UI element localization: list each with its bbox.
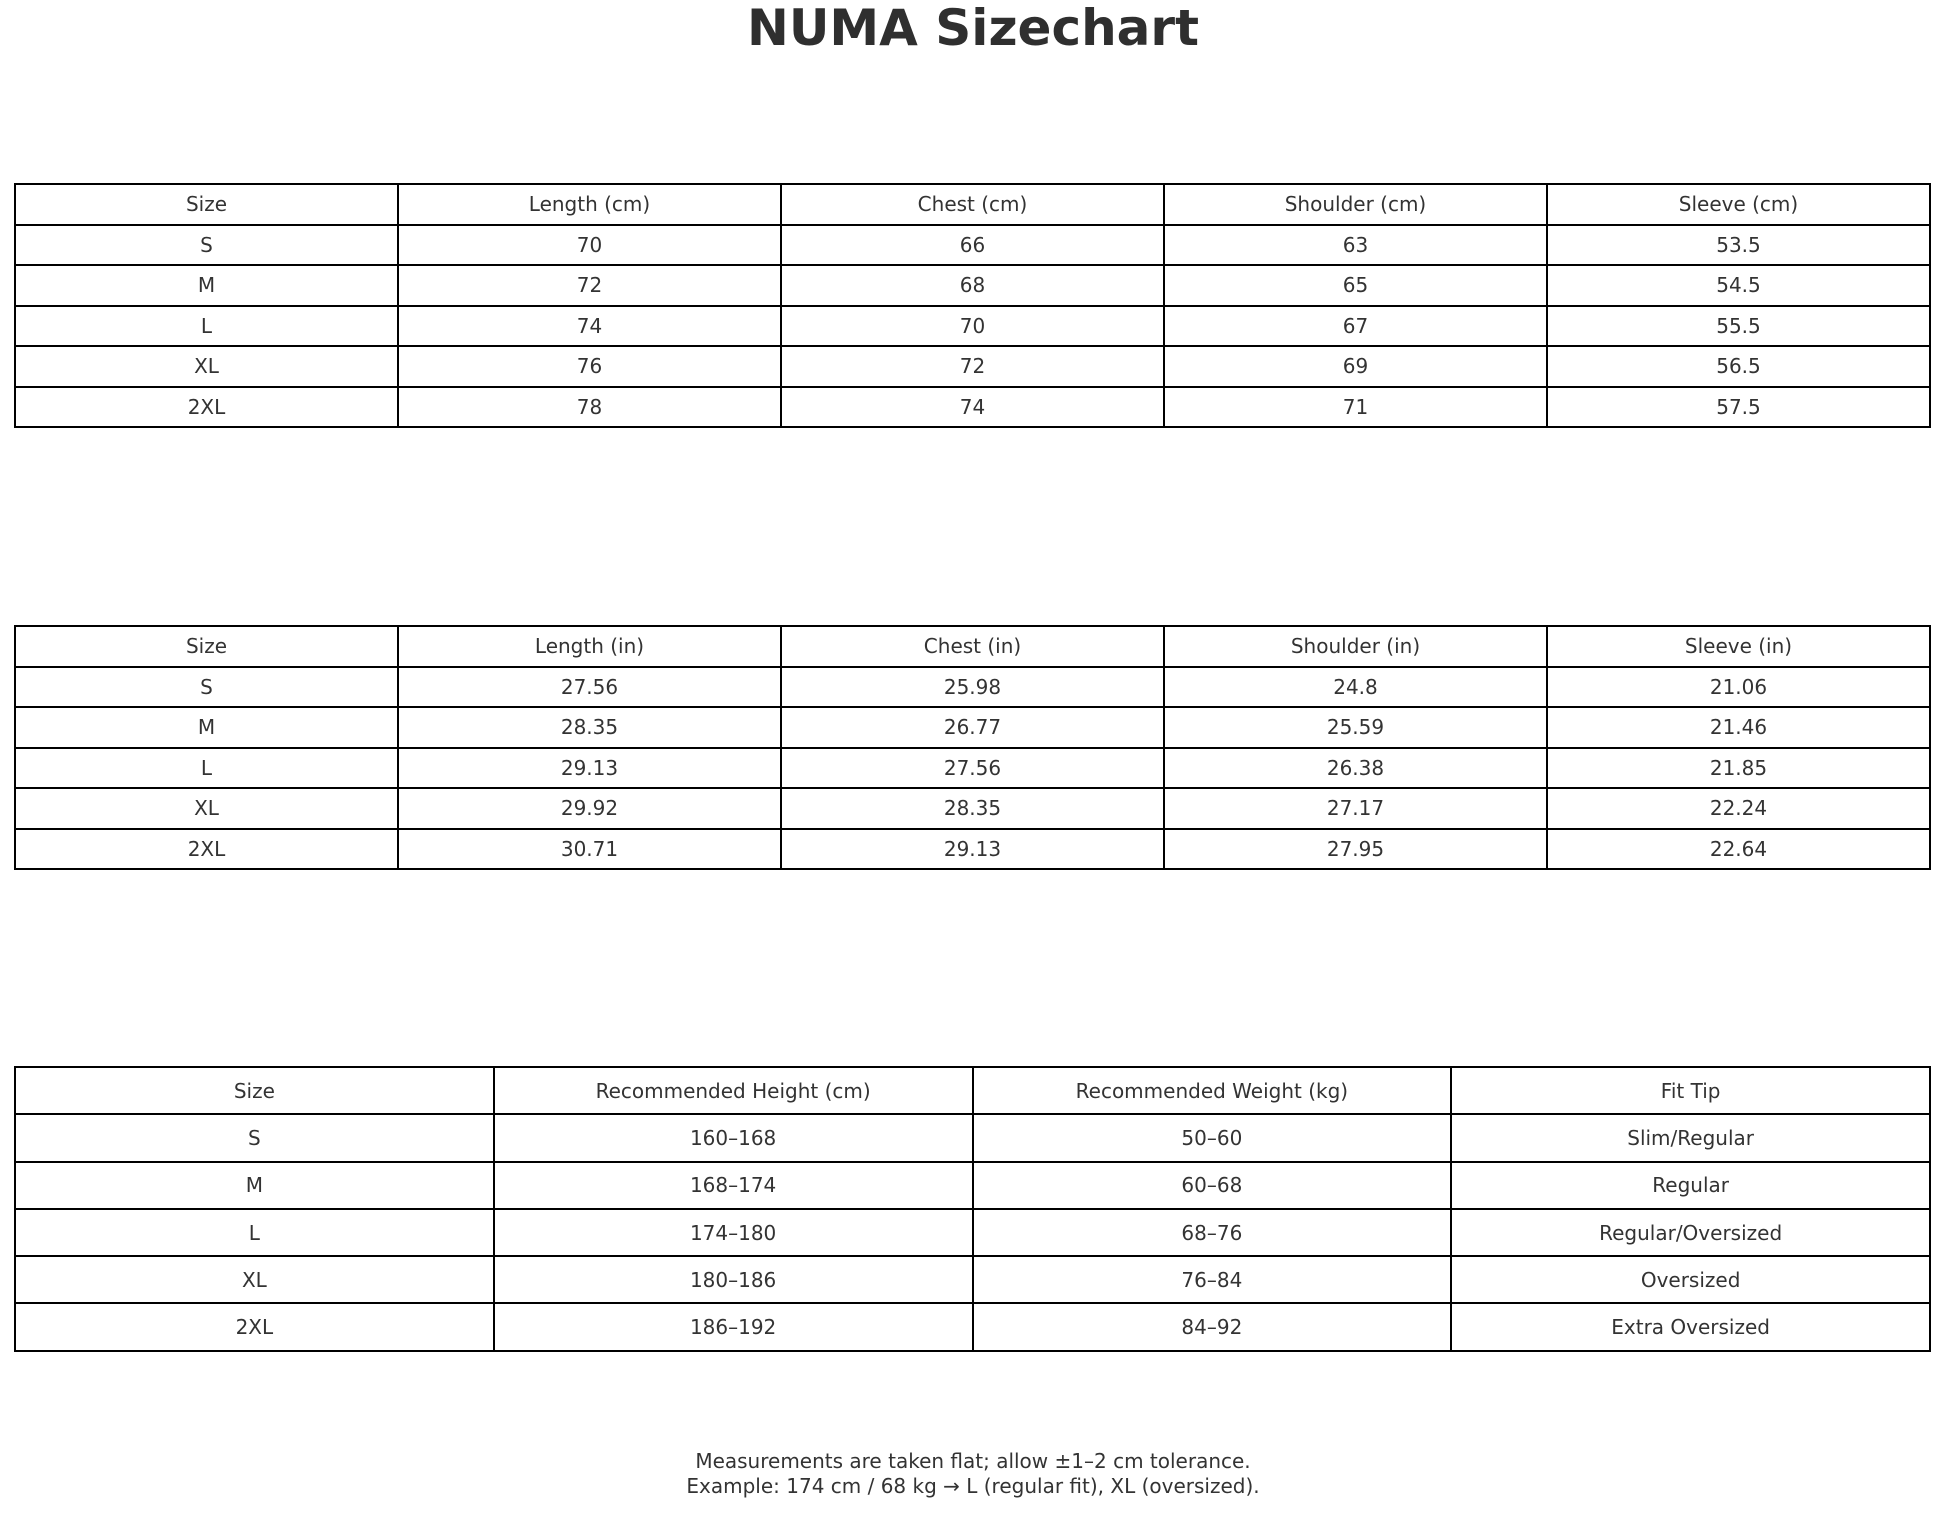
table-row [15,1114,1930,1161]
table-cell: 72 [398,265,781,306]
footer-line-tolerance: Measurements are taken flat; allow ±1–2 cm tolerance. [695,1449,1251,1473]
table-cell: 53.5 [1547,225,1930,266]
header-cell: Recommended Weight (kg) [973,1067,1452,1114]
table-cell: 26.38 [1164,748,1547,789]
header-cell: Size [15,1067,494,1114]
table-cell: 186–192 [494,1303,973,1350]
table-cell: M [15,265,398,306]
header-cell: Chest (in) [781,626,1164,667]
table-cell: S [15,1114,494,1161]
table-cell: 26.77 [781,707,1164,748]
table-row [15,1209,1930,1256]
table-cell: 67 [1164,306,1547,347]
table-cell: 27.56 [781,748,1164,789]
table-cell: XL [15,1256,494,1303]
table-cell: 76–84 [973,1256,1452,1303]
header-cell: Size [15,626,398,667]
table-cell: L [15,1209,494,1256]
table-cell: 174–180 [494,1209,973,1256]
table-row [15,225,1930,266]
page-title: NUMA Sizechart [746,0,1199,57]
table-cell: 29.13 [781,829,1164,870]
table-cell: 21.06 [1547,667,1930,708]
table-cell: 2XL [15,387,398,428]
table-cell: M [15,707,398,748]
table-cell: 30.71 [398,829,781,870]
table-row [15,829,1930,870]
table-cell: 63 [1164,225,1547,266]
table-row [15,707,1930,748]
table-row [15,346,1930,387]
table-cell: 180–186 [494,1256,973,1303]
header-cell: Size [15,184,398,225]
table-cell: Extra Oversized [1451,1303,1930,1350]
table-cell: M [15,1162,494,1209]
table-cell: 27.17 [1164,788,1547,829]
table-cell: 76 [398,346,781,387]
table-cell: 29.92 [398,788,781,829]
table-row [15,265,1930,306]
table-cell: 160–168 [494,1114,973,1161]
header-row [15,1067,1930,1114]
table-cell: 28.35 [398,707,781,748]
table-row [15,1256,1930,1303]
header-row [15,184,1930,225]
footer-note [0,1449,1946,1499]
table-cell: 22.64 [1547,829,1930,870]
header-cell: Sleeve (cm) [1547,184,1930,225]
table-cell: 65 [1164,265,1547,306]
table-cell: 70 [781,306,1164,347]
table-cell: 60–68 [973,1162,1452,1209]
table-cell: 25.59 [1164,707,1547,748]
table-cell: 74 [398,306,781,347]
header-cell: Sleeve (in) [1547,626,1930,667]
table-cell: S [15,225,398,266]
table-cell: 28.35 [781,788,1164,829]
table-row [15,667,1930,708]
table-cell: Regular [1451,1162,1930,1209]
table-cell: 24.8 [1164,667,1547,708]
table-cell: 70 [398,225,781,266]
table-cell: 168–174 [494,1162,973,1209]
size-table-in [14,625,1931,870]
table-row [15,387,1930,428]
footer-line-example: Example: 174 cm / 68 kg → L (regular fit), XL (oversized). [686,1474,1260,1498]
table-cell: 54.5 [1547,265,1930,306]
table-cell: 71 [1164,387,1547,428]
table-cell: 57.5 [1547,387,1930,428]
table-cell: 68 [781,265,1164,306]
table-cell: Oversized [1451,1256,1930,1303]
table-cell: 84–92 [973,1303,1452,1350]
table-cell: XL [15,788,398,829]
header-cell: Shoulder (cm) [1164,184,1547,225]
table-cell: 21.85 [1547,748,1930,789]
table-row [15,306,1930,347]
table-row [15,1162,1930,1209]
table-cell: 56.5 [1547,346,1930,387]
table-cell: Slim/Regular [1451,1114,1930,1161]
table-row [15,788,1930,829]
size-table-cm [14,183,1931,428]
table-cell: 55.5 [1547,306,1930,347]
table-cell: 29.13 [398,748,781,789]
table-row [15,748,1930,789]
header-cell: Recommended Height (cm) [494,1067,973,1114]
table-cell: 2XL [15,829,398,870]
header-cell: Length (cm) [398,184,781,225]
table-cell: Regular/Oversized [1451,1209,1930,1256]
table-cell: 66 [781,225,1164,266]
table-cell: 2XL [15,1303,494,1350]
table-cell: 50–60 [973,1114,1452,1161]
table-cell: 21.46 [1547,707,1930,748]
table-cell: XL [15,346,398,387]
fit-guide-table [14,1066,1931,1352]
header-cell: Length (in) [398,626,781,667]
header-cell: Chest (cm) [781,184,1164,225]
table-cell: 22.24 [1547,788,1930,829]
table-cell: 25.98 [781,667,1164,708]
table-cell: 78 [398,387,781,428]
table-cell: 69 [1164,346,1547,387]
table-cell: 74 [781,387,1164,428]
table-cell: L [15,748,398,789]
table-cell: L [15,306,398,347]
table-cell: 27.56 [398,667,781,708]
header-row [15,626,1930,667]
table-cell: 72 [781,346,1164,387]
header-cell: Fit Tip [1451,1067,1930,1114]
header-cell: Shoulder (in) [1164,626,1547,667]
table-cell: 68–76 [973,1209,1452,1256]
table-cell: 27.95 [1164,829,1547,870]
table-cell: S [15,667,398,708]
table-row [15,1303,1930,1350]
